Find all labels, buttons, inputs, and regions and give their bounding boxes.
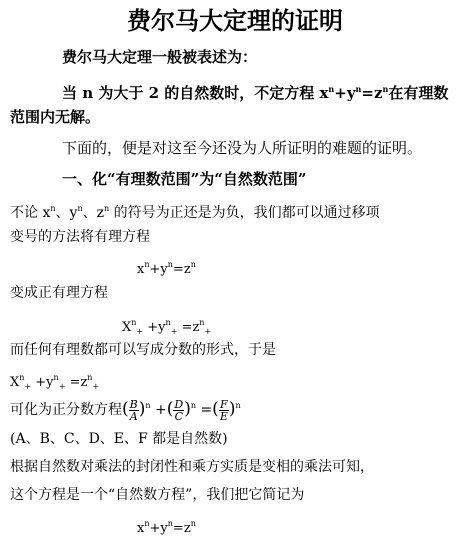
paragraph-closure-line2: 这个方程是一个“自然数方程”，我们把它简记为 bbox=[10, 487, 305, 503]
equation-natural: $x^n+y^n=z^n$ bbox=[137, 519, 196, 536]
equation-positive-rational-inline: $X^n_+ +y^n_+ =z^n_+$ bbox=[10, 373, 100, 391]
natural-number-note: (A、B、C、D、E、F 都是自然数) bbox=[10, 431, 228, 447]
fraction-b-over-a: $\frac{B}{A}$ bbox=[129, 397, 138, 423]
theorem-statement-line1 bbox=[62, 79, 448, 103]
page-title: 费尔马大定理的证明 bbox=[127, 6, 343, 35]
theorem-lead-text: 当 n 为大于 2 的自然数时，不定方程 bbox=[62, 84, 320, 102]
equation-positive-rational: $X^n_+ +y^n_+ =z^n_+$ bbox=[122, 318, 212, 336]
fraction-equation-line: 可化为正分数方程( $\frac{B}{A}$ )$^n$ +( $\frac{D}{C}$ )$^n$ =( $\frac{F}{E}$ )$^n$ bbox=[10, 397, 241, 423]
paragraph-sign-line1: 不论 $x^n$、$y^n$、$z^n$ 的符号为正还是为负，我们都可以通过移项 bbox=[10, 204, 380, 221]
section-heading: 一、化“有理数范围”为“自然数范围” bbox=[62, 170, 307, 188]
paragraph-fraction: 而任何有理数都可以写成分数的形式，于是 bbox=[10, 342, 276, 358]
paragraph-sign-line2: 变号的方法将有理方程 bbox=[10, 229, 150, 245]
intro-line: 费尔马大定理一般被表述为： bbox=[62, 48, 258, 66]
fraction-f-over-e: $\frac{F}{E}$ bbox=[219, 397, 228, 423]
paragraph-positive: 变成正有理方程 bbox=[10, 285, 108, 301]
theorem-rest-text: 在有理数 bbox=[388, 84, 449, 102]
paragraph-intro: 下面的，便是对这至今还没为人所证明的难题的证明。 bbox=[62, 139, 423, 157]
equation-rational: $x^n+y^n=z^n$ bbox=[137, 260, 196, 277]
theorem-equation: $x^n+y^n=z^n$ bbox=[319, 84, 389, 102]
paragraph-closure-line1: 根据自然数对乘法的封闭性和乘方实质是变相的乘法可知， bbox=[10, 459, 374, 475]
fraction-d-over-c: $\frac{D}{C}$ bbox=[174, 397, 184, 423]
theorem-statement-line2: 范围内无解。 bbox=[10, 108, 101, 126]
